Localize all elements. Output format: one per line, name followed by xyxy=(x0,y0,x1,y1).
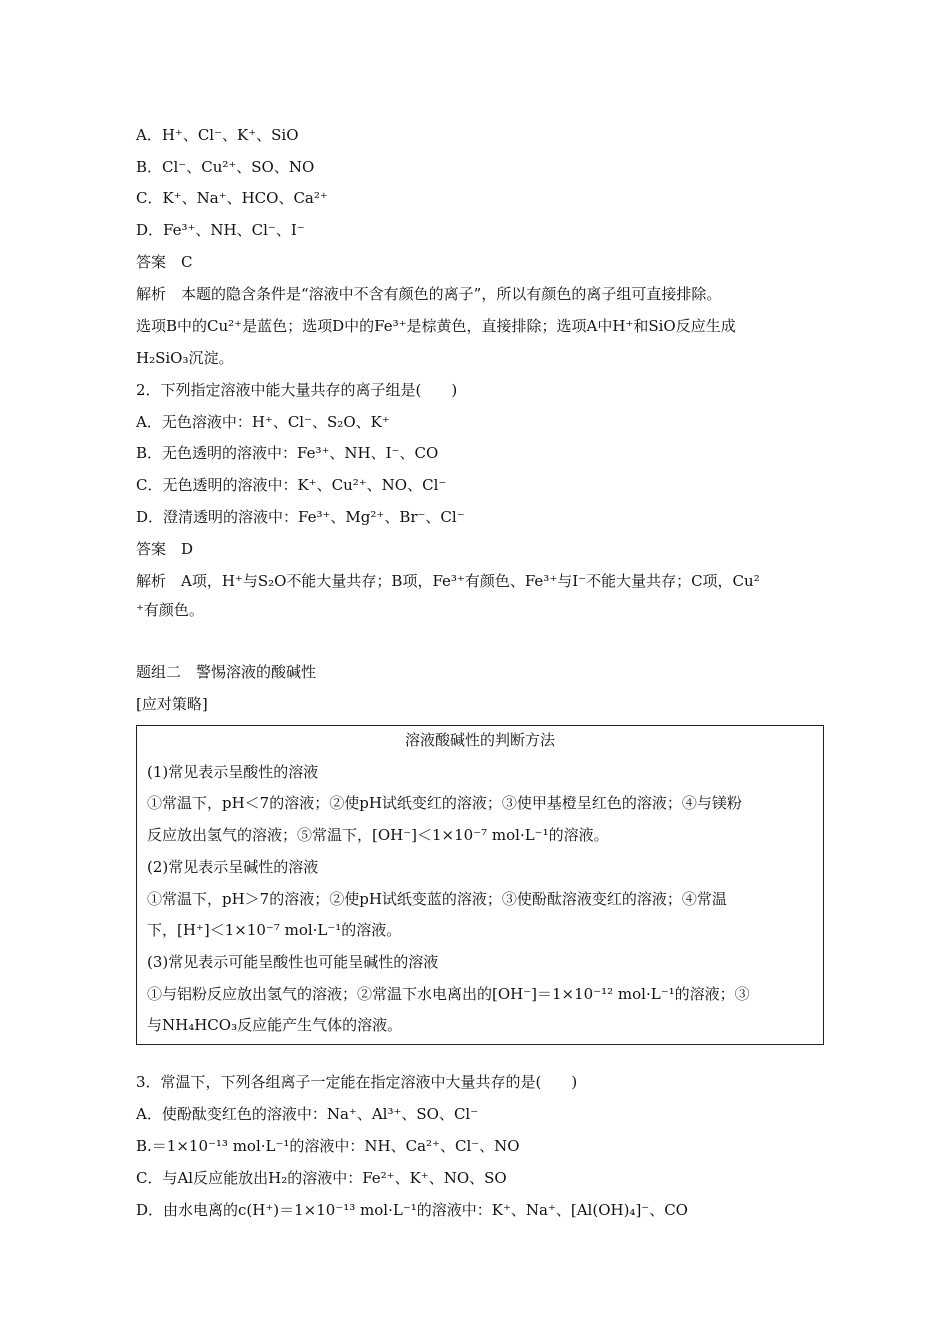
method-line: ①常温下，pH＜7的溶液；②使pH试纸变红的溶液；③使甲基橙呈红色的溶液；④与镁粉 xyxy=(147,794,742,812)
q1-analysis-line-1: 解析 本题的隐含条件是“溶液中不含有颜色的离子”，所以有颜色的离子组可直接排除。 xyxy=(136,285,722,303)
method-line: 反应放出氢气的溶液；⑤常温下，[OH⁻]＜1×10⁻⁷ mol·L⁻¹的溶液。 xyxy=(147,826,609,844)
method-line: (1)常见表示呈酸性的溶液 xyxy=(147,763,319,781)
method-box xyxy=(136,725,824,1045)
q1-analysis-line-3: H₂SiO₃沉淀。 xyxy=(136,349,234,367)
method-line: ①常温下，pH＞7的溶液；②使pH试纸变蓝的溶液；③使酚酞溶液变红的溶液；④常温 xyxy=(147,890,727,908)
q2-analysis-line-2: ⁺有颜色。 xyxy=(136,601,204,619)
method-line: 与NH₄HCO₃反应能产生气体的溶液。 xyxy=(147,1016,403,1034)
q1-option-b: B．Cl⁻、Cu²⁺、SO、NO xyxy=(136,158,315,176)
method-line: (3)常见表示可能呈酸性也可能呈碱性的溶液 xyxy=(147,953,439,971)
strategy-label: [应对策略] xyxy=(136,695,208,713)
q1-option-c: C．K⁺、Na⁺、HCO、Ca²⁺ xyxy=(136,189,328,207)
q2-option-a: A．无色溶液中：H⁺、Cl⁻、S₂O、K⁺ xyxy=(136,413,390,431)
q3-option-b: B.＝1×10⁻¹³ mol·L⁻¹的溶液中：NH、Ca²⁺、Cl⁻、NO xyxy=(136,1137,520,1155)
method-line: (2)常见表示呈碱性的溶液 xyxy=(147,858,319,876)
q2-option-d: D．澄清透明的溶液中：Fe³⁺、Mg²⁺、Br⁻、Cl⁻ xyxy=(136,508,465,526)
method-line: ①与铝粉反应放出氢气的溶液；②常温下水电离出的[OH⁻]＝1×10⁻¹² mol·L⁻¹的溶液；③ xyxy=(147,985,750,1003)
q1-option-d: D．Fe³⁺、NH、Cl⁻、I⁻ xyxy=(136,221,305,239)
q3-option-c: C．与Al反应能放出H₂的溶液中：Fe²⁺、K⁺、NO、SO xyxy=(136,1169,507,1187)
q2-option-b: B．无色透明的溶液中：Fe³⁺、NH、I⁻、CO xyxy=(136,444,439,462)
q1-option-a: A．H⁺、Cl⁻、K⁺、SiO xyxy=(136,126,299,144)
q3-option-d: D．由水电离的c(H⁺)＝1×10⁻¹³ mol·L⁻¹的溶液中：K⁺、Na⁺、[Al(OH)₄]⁻、CO xyxy=(136,1201,688,1219)
q2-answer: 答案 D xyxy=(136,540,194,558)
q1-answer: 答案 C xyxy=(136,253,193,271)
method-line: 下，[H⁺]＜1×10⁻⁷ mol·L⁻¹的溶液。 xyxy=(147,921,402,939)
q2-stem: 2．下列指定溶液中能大量共存的离子组是( ) xyxy=(136,381,458,399)
q3-option-a: A．使酚酞变红色的溶液中：Na⁺、Al³⁺、SO、Cl⁻ xyxy=(136,1105,479,1123)
q2-option-c: C．无色透明的溶液中：K⁺、Cu²⁺、NO、Cl⁻ xyxy=(136,476,447,494)
q1-analysis-line-2: 选项B中的Cu²⁺是蓝色；选项D中的Fe³⁺是棕黄色，直接排除；选项A中H⁺和SiO反应生成 xyxy=(136,317,736,335)
method-box-title: 溶液酸碱性的判断方法 xyxy=(404,731,555,749)
q2-analysis-line-1: 解析 A项，H⁺与S₂O不能大量共存；B项，Fe³⁺有颜色、Fe³⁺与I⁻不能大量共存；C项，Cu² xyxy=(136,572,760,590)
q3-stem: 3．常温下，下列各组离子一定能在指定溶液中大量共存的是( ) xyxy=(136,1073,578,1091)
group2-title: 题组二 警惕溶液的酸碱性 xyxy=(136,663,317,681)
